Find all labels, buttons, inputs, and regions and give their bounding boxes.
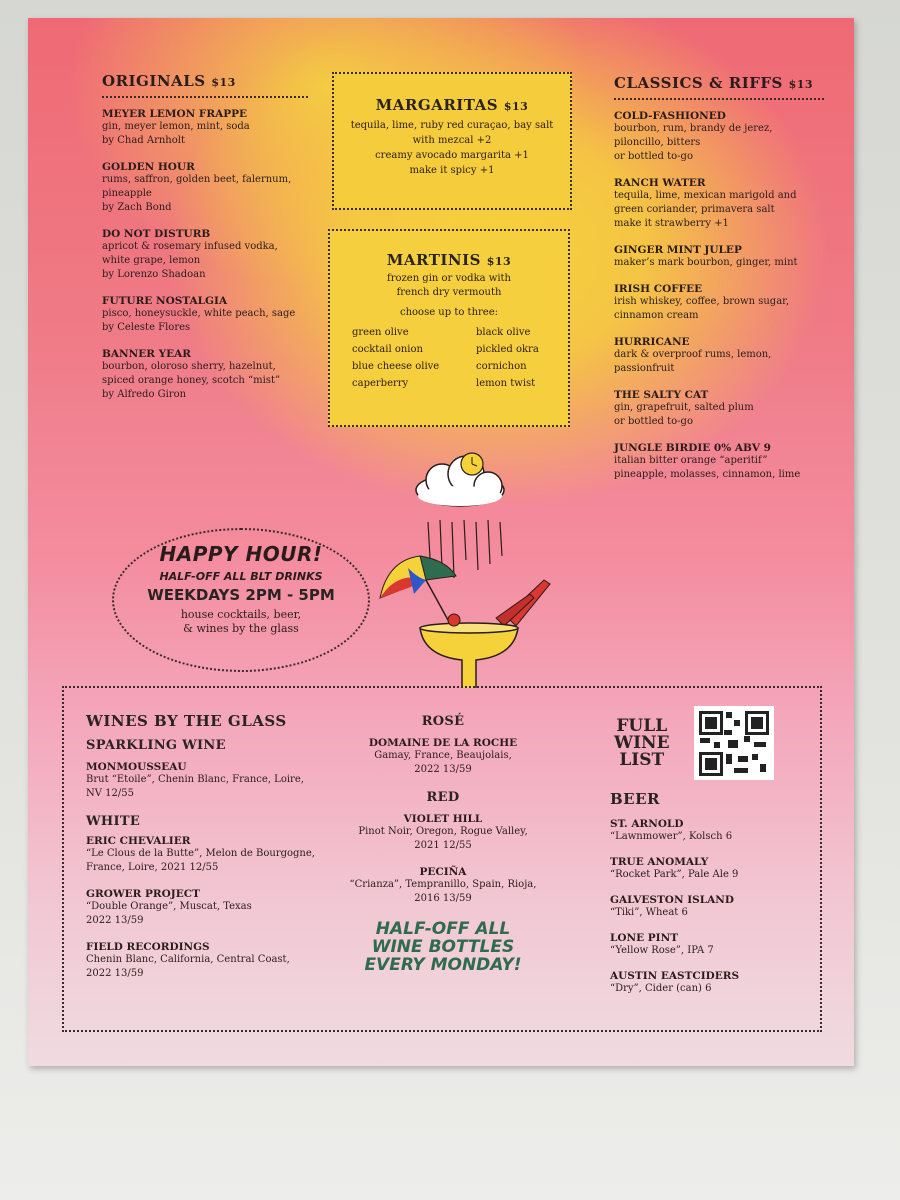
item-name: RANCH WATER [614,177,706,189]
happy-hour-badge [112,528,370,672]
item-name: COLD-FASHIONED [614,110,726,122]
item-by: by Chad Arnholt [102,135,185,146]
margarita-line: creamy avocado margarita +1 [375,150,529,161]
originals-price: $13 [211,76,236,89]
wine-item [86,888,326,928]
item-name: MONMOUSSEAU [86,761,187,773]
garnish-option: blue cheese olive [352,361,440,372]
menu-item [102,228,308,282]
item-desc: irish whiskey, coffee, brown sugar, [614,296,790,307]
menu-item [614,110,824,164]
item-desc: Pinot Noir, Oregon, Rogue Valley, [358,826,528,837]
item-desc: gin, grapefruit, salted plum [614,402,754,413]
garnish-option: cornichon [476,361,527,372]
happy-hour-title: HAPPY HOUR! [159,542,323,566]
sun-icon [461,453,483,475]
menu-card [28,18,854,1066]
item-name: IRISH COFFEE [614,283,703,295]
umbrella-cocktail-illustration [368,448,558,688]
item-desc: “Le Clous de la Butte”, Melon de Bourgogne, [86,848,315,859]
item-desc: apricot & rosemary infused vodka, [102,241,278,252]
promo-line: WINE BOTTLES [371,937,515,957]
item-desc: 2021 12/55 [414,840,472,851]
garnish-column-right [476,324,546,392]
originals-section [102,72,308,415]
item-desc: pineapple, molasses, cinnamon, lime [614,469,801,480]
item-name: VIOLET HILL [403,813,483,825]
garnish-option: caperberry [352,378,409,389]
item-desc: piloncillo, bitters [614,137,701,148]
item-desc: dark & overproof rums, lemon, [614,349,772,360]
classics-title-text: CLASSICS & RIFFS [614,74,783,92]
item-desc: or bottled to-go [614,416,693,427]
garnish-option: pickled okra [476,344,539,355]
menu-item [102,108,308,148]
classics-rule [614,98,824,100]
cloud-icon [416,456,504,506]
item-desc: Brut “Etoile”, Chenin Blanc, France, Loire, [86,774,304,785]
item-by: by Lorenzo Shadoan [102,269,206,280]
martinis-title-text: MARTINIS [386,251,481,269]
item-by: by Zach Bond [102,202,172,213]
item-desc: cinnamon cream [614,310,699,321]
item-by: by Alfredo Giron [102,389,187,400]
item-desc: bourbon, rum, brandy de jerez, [614,123,773,134]
martinis-desc: frozen gin or vodka with [387,273,511,284]
wines-left-column [86,712,326,994]
happy-hour-line: house cocktails, beer, [180,608,302,621]
item-desc: “Double Orange”, Muscat, Texas [86,901,252,912]
garnish-option: black olive [476,327,531,338]
item-name: THE SALTY CAT [614,389,709,401]
item-desc: or bottled to-go [614,151,693,162]
full-wine-list-label [614,718,670,769]
item-desc: green coriander, primavera salt [614,204,775,215]
red-title: RED [426,790,460,805]
menu-item [614,389,824,429]
full-list-line: WINE [614,733,670,753]
full-list-line: FULL [616,716,668,736]
item-desc: “Yellow Rose”, IPA 7 [610,945,714,956]
garnish-option: cocktail onion [352,344,423,355]
classics-price: $13 [788,78,814,91]
margaritas-lines [334,118,570,178]
white-title: WHITE [86,814,141,829]
item-name: FIELD RECORDINGS [86,941,210,953]
item-name: TRUE ANOMALY [610,856,709,868]
menu-item [614,442,824,482]
item-desc: italian bitter orange “aperitif” [614,455,768,466]
beer-item [610,970,800,996]
rose-title: ROSÉ [421,714,465,729]
classics-title [614,74,824,92]
item-desc: rums, saffron, golden beet, falernum, [102,174,292,185]
happy-hour-time: WEEKDAYS 2PM - 5PM [147,586,335,604]
item-name: DOMAINE DE LA ROCHE [368,737,518,749]
martinis-title [330,251,568,269]
item-by: by Celeste Flores [102,322,191,333]
garnish-option: green olive [352,327,409,338]
item-desc: “Crianza”, Tempranillo, Spain, Rioja, [349,879,537,890]
margaritas-box [332,72,572,210]
beer-title: BEER [610,790,661,808]
martinis-box [328,229,570,427]
item-name: ERIC CHEVALIER [86,835,191,847]
menu-item [614,244,824,270]
sparkling-title: SPARKLING WINE [86,738,226,753]
originals-title [102,72,308,90]
margaritas-price: $13 [503,100,529,113]
garnish-option: lemon twist [476,378,536,389]
item-desc: white grape, lemon [102,255,201,266]
item-desc: Chenin Blanc, California, Central Coast, [86,954,290,965]
margarita-line: with mezcal +2 [412,135,492,146]
wine-item [348,737,538,777]
item-name: GROWER PROJECT [86,888,200,900]
classics-section [614,74,824,495]
umbrella-icon [380,556,456,620]
menu-item [102,295,308,335]
item-desc: bourbon, oloroso sherry, hazelnut, [102,361,276,372]
happy-hour-sub: HALF-OFF ALL BLT DRINKS [159,570,323,583]
menu-item [614,336,824,376]
item-name: HURRICANE [614,336,690,348]
item-desc: “Dry”, Cider (can) 6 [610,983,712,994]
item-name: LONE PINT [610,932,679,944]
full-list-line: LIST [619,750,665,770]
item-desc: Gamay, France, Beaujolais, [374,750,512,761]
menu-item [102,348,308,402]
martinis-desc: french dry vermouth [396,287,502,298]
margaritas-title [334,96,570,114]
item-desc: make it strawberry +1 [614,218,729,229]
item-name: MEYER LEMON FRAPPE [102,108,248,120]
beer-item [610,856,800,882]
garnish-column-left [352,324,439,392]
margaritas-title-text: MARGARITAS [375,96,499,114]
wines-middle-column [348,714,538,974]
item-desc: “Rocket Park”, Pale Ale 9 [610,869,739,880]
menu-item [102,161,308,215]
item-desc: 2016 13/59 [414,893,472,904]
menu-item [614,283,824,323]
menu-item [614,177,824,231]
item-name: AUSTIN EASTCIDERS [610,970,740,982]
item-desc: pineapple [102,188,152,199]
item-desc: tequila, lime, mexican marigold and [614,190,797,201]
promo-line: HALF-OFF ALL [375,919,511,939]
martini-garnish-list [330,320,568,392]
item-name: JUNGLE BIRDIE 0% ABV 9 [614,442,771,454]
happy-hour-line: & wines by the glass [183,622,299,635]
item-desc: passionfruit [614,363,675,374]
item-desc: “Tiki”, Wheat 6 [610,907,688,918]
item-desc: NV 12/55 [86,788,134,799]
beer-item [610,818,800,844]
wine-item [348,866,538,906]
margarita-line: tequila, lime, ruby red curaçao, bay salt [350,120,554,131]
wine-item [86,761,326,801]
item-desc: “Lawnmower”, Kolsch 6 [610,831,733,842]
beer-item [610,932,800,958]
wine-bottle-promo [348,920,538,974]
item-desc: spiced orange honey, scotch “mist” [102,375,281,386]
legs-icon [496,580,550,626]
item-name: PECIÑA [419,866,467,878]
item-desc: France, Loire, 2021 12/55 [86,862,219,873]
item-desc: 2022 13/59 [86,915,144,926]
wine-item [348,813,538,853]
item-name: GALVESTON ISLAND [610,894,734,906]
martinis-choose: choose up to three: [400,307,498,318]
item-name: FUTURE NOSTALGIA [102,295,228,307]
wine-item [86,835,326,875]
item-desc: pisco, honeysuckle, white peach, sage [102,308,296,319]
wines-title: WINES BY THE GLASS [86,712,287,730]
martinis-price: $13 [486,255,512,268]
originals-rule [102,96,308,98]
originals-title-text: ORIGINALS [102,72,206,90]
beer-item [610,894,800,920]
item-name: ST. ARNOLD [610,818,684,830]
item-name: GOLDEN HOUR [102,161,195,173]
item-desc: maker’s mark bourbon, ginger, mint [614,257,798,268]
wine-item [86,941,326,981]
item-desc: gin, meyer lemon, mint, soda [102,121,250,132]
promo-line: EVERY MONDAY! [364,955,522,975]
item-name: GINGER MINT JULEP [614,244,742,256]
item-name: DO NOT DISTURB [102,228,211,240]
item-desc: 2022 13/59 [414,764,472,775]
margarita-line: make it spicy +1 [409,165,495,176]
item-desc: 2022 13/59 [86,968,144,979]
cocktail-glass-icon [420,614,518,688]
qr-code-icon[interactable] [694,706,774,780]
item-name: BANNER YEAR [102,348,191,360]
beer-section [610,790,800,1008]
